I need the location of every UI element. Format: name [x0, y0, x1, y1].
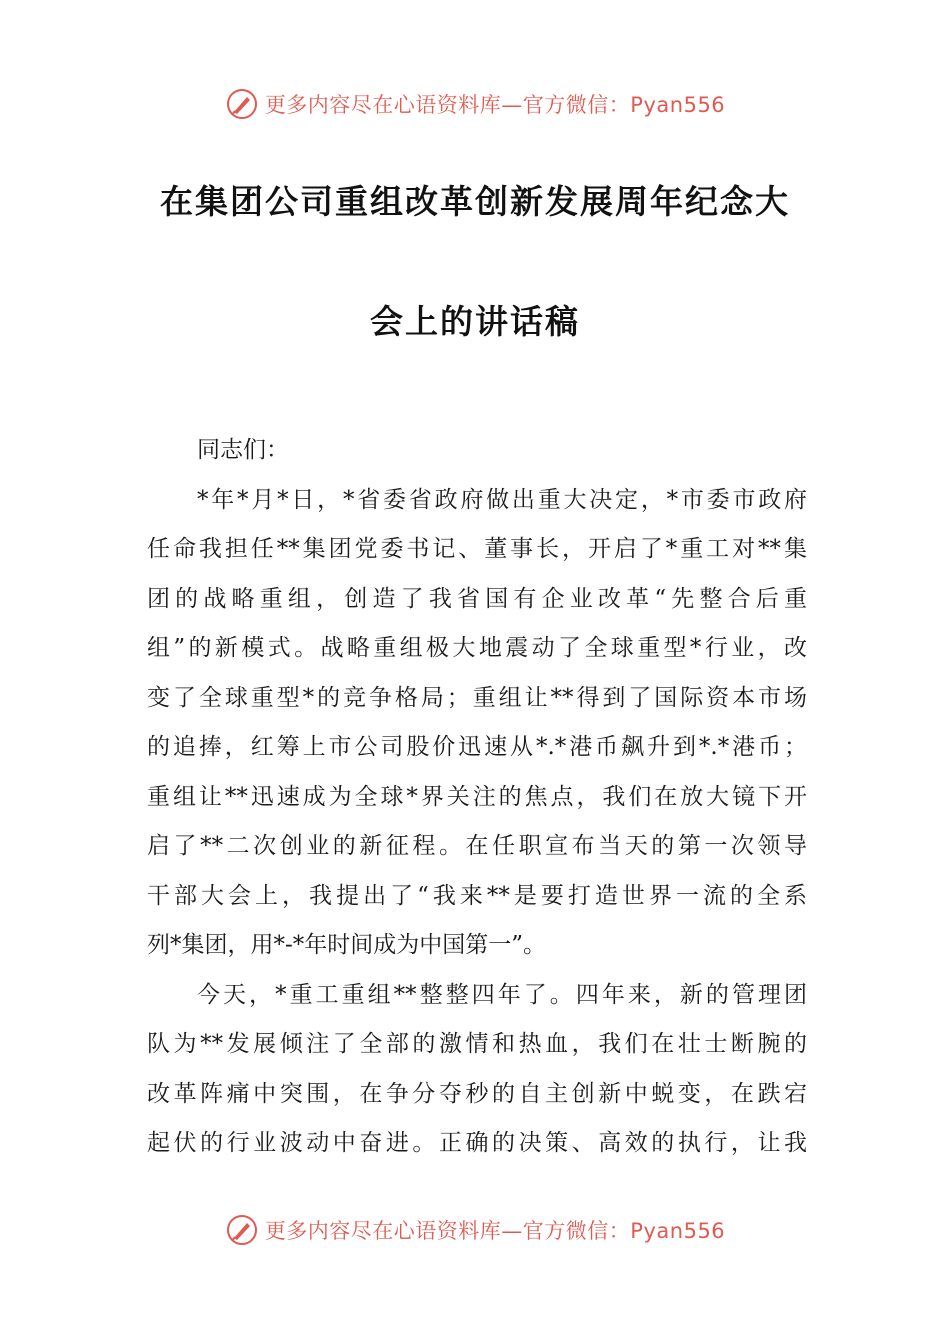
paragraph-line: 今天，*重工重组**整整四年了。四年来，新的管理团 [197, 981, 807, 1008]
document-title-line-1: 在集团公司重组改革创新发展周年纪念大 [160, 182, 790, 221]
paragraph-line: 干部大会上，我提出了“我来**是要打造世界一流的全系 [147, 882, 807, 909]
paragraph-line: 启了**二次创业的新征程。在任职宣布当天的第一次领导 [147, 833, 807, 859]
paragraph-line: 任命我担任**集团党委书记、董事长，开启了*重工对**集 [147, 536, 807, 562]
pen-logo-icon [225, 87, 259, 121]
watermark-banner-top [0, 84, 950, 124]
paragraph-line: *年*月*日，*省委省政府做出重大决定，*市委市政府 [197, 486, 807, 513]
paragraph-line: 起伏的行业波动中奋进。正确的决策、高效的执行，让我 [147, 1130, 807, 1156]
paragraph-line: 列*集团，用*-*年时间成为中国第一”。 [147, 932, 547, 958]
paragraph-line: 组”的新模式。战略重组极大地震动了全球重型*行业，改 [147, 635, 807, 661]
paragraph-line: 队为**发展倾注了全部的激情和热血，我们在壮士断腕的 [147, 1031, 807, 1057]
watermark-banner-bottom [0, 1210, 950, 1250]
paragraph-line: 团的战略重组，创造了我省国有企业改革“先整合后重 [147, 585, 807, 612]
watermark-text: 更多内容尽在心语资料库—官方微信：Pyan556 [264, 93, 726, 117]
document-title-line-2: 会上的讲话稿 [370, 302, 580, 341]
pen-logo-icon [225, 1213, 259, 1247]
speech-body [147, 426, 807, 1169]
paragraph-line: 重组让**迅速成为全球*界关注的焦点，我们在放大镜下开 [147, 783, 807, 810]
paragraph-line: 变了全球重型*的竞争格局；重组让**得到了国际资本市场 [147, 684, 807, 711]
greeting: 同志们： [197, 437, 289, 463]
paragraph-line: 改革阵痛中突围，在争分夺秒的自主创新中蜕变，在跌宕 [147, 1080, 807, 1107]
watermark-text: 更多内容尽在心语资料库—官方微信：Pyan556 [264, 1219, 726, 1243]
paragraph-line: 的追捧，红筹上市公司股价迅速从*.*港币飙升到*.*港币； [147, 734, 807, 760]
